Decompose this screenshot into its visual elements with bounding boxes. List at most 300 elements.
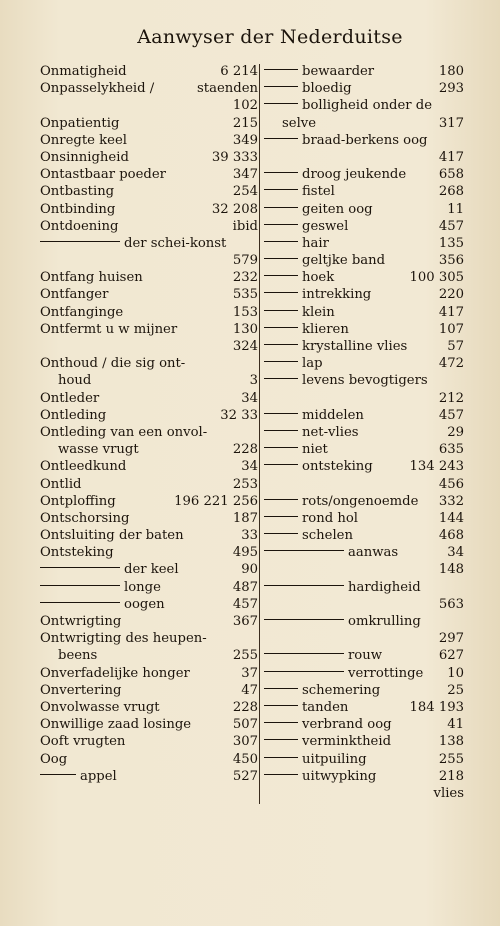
entry-pages: 347 bbox=[232, 167, 258, 183]
entry-term bbox=[40, 390, 99, 407]
entry-term bbox=[264, 682, 380, 699]
index-entry bbox=[264, 63, 464, 80]
entry-pages: 658 bbox=[438, 167, 464, 183]
entry-term bbox=[40, 751, 67, 768]
index-entry bbox=[264, 458, 464, 475]
column-divider bbox=[259, 64, 260, 804]
entry-term bbox=[40, 218, 118, 235]
entry-pages: 293 bbox=[438, 81, 464, 97]
entry-term-text: intrekking bbox=[302, 287, 372, 303]
entry-term bbox=[40, 424, 207, 441]
entry-pages: 37 bbox=[241, 665, 258, 681]
entry-pages: ibid bbox=[232, 218, 258, 234]
index-entry bbox=[264, 647, 464, 664]
index-entry bbox=[40, 97, 258, 114]
ditto-dash bbox=[264, 585, 344, 586]
entry-term bbox=[40, 63, 127, 80]
entry-term bbox=[264, 338, 407, 355]
entry-term bbox=[40, 733, 125, 750]
index-entry bbox=[40, 647, 258, 664]
entry-pages: 495 bbox=[232, 545, 258, 561]
entry-term bbox=[40, 304, 123, 321]
entry-term bbox=[40, 201, 115, 218]
index-entry bbox=[40, 561, 258, 578]
entry-term bbox=[264, 80, 352, 97]
entry-pages: 107 bbox=[438, 321, 464, 337]
entry-term-text: bolligheid onder de bbox=[302, 98, 433, 114]
entry-pages: 187 bbox=[232, 510, 258, 526]
entry-term bbox=[282, 115, 316, 132]
entry-term-text: verrottinge bbox=[348, 665, 424, 681]
index-entry bbox=[264, 390, 464, 407]
index-entry bbox=[264, 218, 464, 235]
ditto-dash bbox=[264, 774, 298, 775]
entry-term bbox=[264, 269, 334, 286]
ditto-dash bbox=[264, 688, 298, 689]
ditto-dash bbox=[264, 378, 298, 379]
entry-pages: 34 bbox=[447, 545, 464, 561]
ditto-dash bbox=[264, 103, 298, 104]
entry-term bbox=[40, 510, 129, 527]
entry-term-text: Ontschorsing bbox=[40, 510, 130, 526]
ditto-dash bbox=[264, 327, 298, 328]
entry-pages: 153 bbox=[232, 304, 258, 320]
entry-pages: 47 bbox=[241, 682, 258, 698]
entry-term-text: houd bbox=[58, 373, 92, 389]
ditto-dash bbox=[264, 533, 298, 534]
ditto-dash bbox=[264, 430, 298, 431]
index-entry bbox=[264, 372, 464, 389]
ditto-dash bbox=[264, 310, 298, 311]
entry-pages: 34 bbox=[241, 390, 258, 406]
index-entry bbox=[264, 97, 464, 114]
entry-term bbox=[40, 355, 185, 372]
index-entry bbox=[40, 407, 258, 424]
index-entry bbox=[40, 458, 258, 475]
ditto-dash bbox=[264, 705, 298, 706]
entry-term-text: Onverfadelijke honger bbox=[40, 665, 190, 681]
entry-term-text: wasse vrugt bbox=[58, 442, 139, 458]
index-entry bbox=[264, 493, 464, 510]
entry-term-text: Ontfang huisen bbox=[40, 270, 143, 286]
index-entry bbox=[264, 510, 464, 527]
index-entry bbox=[40, 665, 258, 682]
entry-pages: 268 bbox=[438, 184, 464, 200]
index-entry bbox=[264, 149, 464, 166]
entry-term-text: klieren bbox=[302, 321, 349, 337]
entry-term bbox=[264, 166, 406, 183]
entry-term bbox=[264, 510, 358, 527]
ditto-dash bbox=[264, 653, 344, 654]
entry-term bbox=[40, 493, 116, 510]
index-entry bbox=[264, 613, 464, 630]
entry-term bbox=[264, 252, 385, 269]
entry-term bbox=[40, 407, 106, 424]
index-entry bbox=[264, 768, 464, 785]
entry-term-text: Ontdoening bbox=[40, 218, 119, 234]
entry-pages: 232 bbox=[232, 270, 258, 286]
entry-term bbox=[264, 372, 428, 389]
index-entry bbox=[40, 768, 258, 785]
entry-pages: 297 bbox=[438, 631, 464, 647]
index-entry bbox=[264, 252, 464, 269]
entry-term bbox=[40, 682, 121, 699]
index-entry bbox=[40, 476, 258, 493]
index-entry bbox=[264, 630, 464, 647]
entry-term-text: hoek bbox=[302, 270, 335, 286]
entry-term bbox=[40, 544, 114, 561]
index-entry bbox=[40, 269, 258, 286]
entry-term-text: lap bbox=[302, 356, 323, 372]
ditto-dash bbox=[264, 258, 298, 259]
entry-term bbox=[264, 458, 373, 475]
entry-term-text: Oog bbox=[40, 751, 68, 767]
entry-term-text: Onsinnigheid bbox=[40, 149, 129, 165]
entry-pages: 349 bbox=[232, 132, 258, 148]
entry-pages: 254 bbox=[232, 184, 258, 200]
entry-pages: 218 bbox=[438, 768, 464, 784]
ditto-dash bbox=[264, 224, 298, 225]
entry-pages: 228 bbox=[232, 442, 258, 458]
entry-pages: 100 305 bbox=[409, 270, 464, 286]
index-entry bbox=[40, 304, 258, 321]
entry-term bbox=[264, 407, 364, 424]
entry-pages: 102 bbox=[232, 98, 258, 114]
entry-term-text: Ontsluiting der baten bbox=[40, 528, 184, 544]
entry-pages: 39 333 bbox=[211, 149, 258, 165]
entry-term-text: uitwypking bbox=[302, 768, 377, 784]
index-entry bbox=[40, 751, 258, 768]
entry-term bbox=[264, 424, 359, 441]
index-entry bbox=[264, 424, 464, 441]
entry-term bbox=[40, 527, 184, 544]
entry-term-text: tanden bbox=[302, 699, 349, 715]
index-entry bbox=[40, 733, 258, 750]
ditto-dash bbox=[264, 671, 344, 672]
entry-term bbox=[40, 269, 143, 286]
entry-term bbox=[264, 751, 367, 768]
entry-term-text: Ooft vrugten bbox=[40, 734, 126, 750]
entry-term-text: uitpuiling bbox=[302, 751, 367, 767]
entry-term bbox=[264, 321, 349, 338]
index-entry bbox=[40, 115, 258, 132]
index-entry bbox=[264, 544, 464, 561]
entry-term bbox=[40, 80, 154, 97]
index-entry bbox=[264, 596, 464, 613]
entry-pages: 180 bbox=[438, 64, 464, 79]
index-entry bbox=[40, 321, 258, 338]
entry-pages: 255 bbox=[438, 751, 464, 767]
index-entry bbox=[264, 355, 464, 372]
index-entry bbox=[40, 699, 258, 716]
index-entry bbox=[40, 544, 258, 561]
entry-term-text: niet bbox=[302, 442, 328, 458]
entry-term-text: Ontlid bbox=[40, 476, 82, 492]
index-entry bbox=[264, 441, 464, 458]
entry-term-text: klein bbox=[302, 304, 335, 320]
entry-pages: 468 bbox=[438, 528, 464, 544]
entry-term-text: Onwillige zaad losinge bbox=[40, 717, 192, 733]
index-entry bbox=[40, 716, 258, 733]
page-header: Aanwyser der Nederduitse bbox=[137, 26, 403, 48]
entry-term-text: Ontbasting bbox=[40, 184, 115, 200]
entry-term-text: oogen bbox=[124, 596, 165, 612]
entry-pages: 324 bbox=[232, 339, 258, 354]
entry-term-text: Onvolwasse vrugt bbox=[40, 699, 160, 715]
entry-pages: 57 bbox=[447, 339, 464, 354]
entry-term bbox=[40, 665, 190, 682]
entry-pages: 450 bbox=[232, 751, 258, 767]
entry-term-text: droog jeukende bbox=[302, 167, 407, 183]
entry-term-text: Ontwrigting des heupen- bbox=[40, 631, 207, 647]
ditto-dash bbox=[264, 447, 298, 448]
index-entry bbox=[40, 441, 258, 458]
entry-pages: 367 bbox=[232, 614, 258, 629]
entry-term-text: Ontastbaar poeder bbox=[40, 167, 166, 183]
index-entry bbox=[40, 80, 258, 97]
entry-term-text: Ontleding van een onvol- bbox=[40, 424, 208, 440]
entry-term-text: rond hol bbox=[302, 510, 359, 526]
index-entry bbox=[264, 304, 464, 321]
entry-term-text: ontsteking bbox=[302, 459, 373, 475]
entry-pages: 228 bbox=[232, 699, 258, 715]
index-entry bbox=[40, 338, 258, 355]
entry-term-text: levens bevogtigers bbox=[302, 373, 428, 389]
index-entry bbox=[264, 321, 464, 338]
entry-pages: 579 bbox=[232, 253, 258, 269]
entry-pages: 144 bbox=[438, 510, 464, 526]
entry-term-text: geltjke band bbox=[302, 253, 386, 269]
entry-pages: 90 bbox=[241, 562, 258, 578]
entry-pages: 507 bbox=[232, 717, 258, 733]
index-entry bbox=[40, 682, 258, 699]
entry-pages: 563 bbox=[438, 596, 464, 612]
entry-term-text: der keel bbox=[124, 562, 179, 578]
entry-term-text: Onmatigheid bbox=[40, 64, 127, 79]
entry-pages: vlies bbox=[433, 785, 464, 801]
entry-term bbox=[264, 235, 329, 252]
entry-term bbox=[40, 630, 207, 647]
ditto-dash bbox=[264, 86, 298, 87]
entry-term bbox=[264, 527, 353, 544]
entry-term-text: Onvertering bbox=[40, 682, 122, 698]
entry-term-text: verbrand oog bbox=[302, 717, 392, 733]
entry-term bbox=[264, 63, 374, 80]
index-entry bbox=[264, 751, 464, 768]
entry-pages: 317 bbox=[438, 115, 464, 131]
index-entry bbox=[264, 682, 464, 699]
ditto-dash bbox=[40, 774, 76, 775]
entry-pages: 527 bbox=[232, 768, 258, 784]
entry-term bbox=[264, 304, 335, 321]
entry-pages: 134 243 bbox=[409, 459, 464, 475]
entry-term bbox=[264, 286, 371, 303]
entry-pages: 148 bbox=[438, 562, 464, 578]
entry-term-text: aanwas bbox=[348, 545, 399, 561]
entry-term bbox=[40, 183, 114, 200]
ditto-dash bbox=[264, 241, 298, 242]
ditto-dash bbox=[264, 516, 298, 517]
entry-term-text: Ontwrigting bbox=[40, 614, 122, 629]
index-entry bbox=[40, 493, 258, 510]
ditto-dash bbox=[264, 275, 298, 276]
entry-term-text: hardigheid bbox=[348, 579, 421, 595]
ditto-dash bbox=[264, 550, 344, 551]
index-entry bbox=[40, 218, 258, 235]
index-entry bbox=[264, 132, 464, 149]
index-entry bbox=[40, 201, 258, 218]
entry-pages: 32 208 bbox=[211, 201, 258, 217]
entry-pages: 3 bbox=[249, 373, 258, 389]
index-entry bbox=[264, 665, 464, 682]
index-entry bbox=[264, 269, 464, 286]
ditto-dash bbox=[264, 464, 298, 465]
entry-pages: 456 bbox=[438, 476, 464, 492]
entry-term bbox=[264, 716, 392, 733]
entry-term-text: appel bbox=[80, 768, 117, 784]
index-entry bbox=[264, 183, 464, 200]
entry-term bbox=[264, 132, 428, 149]
index-entry bbox=[264, 733, 464, 750]
entry-pages: 184 193 bbox=[409, 699, 464, 715]
entry-term bbox=[264, 579, 421, 596]
index-entry bbox=[40, 132, 258, 149]
entry-pages: 635 bbox=[438, 442, 464, 458]
entry-term bbox=[40, 115, 119, 132]
index-entry bbox=[264, 579, 464, 596]
entry-pages: 457 bbox=[232, 596, 258, 612]
entry-term-text: geiten oog bbox=[302, 201, 373, 217]
entry-term-text: Onpatientig bbox=[40, 115, 120, 131]
index-entry bbox=[40, 149, 258, 166]
entry-term-text: net-vlies bbox=[302, 424, 359, 440]
ditto-dash bbox=[40, 602, 120, 603]
entry-term-text: schelen bbox=[302, 528, 353, 544]
entry-term bbox=[40, 768, 117, 785]
entry-term-text: Ontleding bbox=[40, 407, 107, 423]
ditto-dash bbox=[264, 413, 298, 414]
entry-term-text: geswel bbox=[302, 218, 349, 234]
entry-term-text: Ontfanginge bbox=[40, 304, 124, 320]
ditto-dash bbox=[264, 722, 298, 723]
entry-pages: 29 bbox=[447, 424, 464, 440]
index-entry bbox=[40, 372, 258, 389]
entry-term-text: selve bbox=[282, 115, 317, 131]
entry-term-text: hair bbox=[302, 235, 329, 251]
index-entry bbox=[40, 424, 258, 441]
entry-pages: 6 214 bbox=[220, 64, 258, 79]
index-entry bbox=[264, 785, 464, 802]
entry-term bbox=[264, 733, 391, 750]
index-entry bbox=[40, 183, 258, 200]
entry-term-text: Ontfanger bbox=[40, 287, 109, 303]
entry-term bbox=[40, 476, 81, 493]
entry-term bbox=[40, 132, 127, 149]
entry-term bbox=[40, 596, 165, 613]
index-entry bbox=[264, 476, 464, 493]
index-entry bbox=[40, 527, 258, 544]
index-entry bbox=[264, 201, 464, 218]
entry-pages: 138 bbox=[438, 734, 464, 750]
entry-pages: 41 bbox=[447, 717, 464, 733]
entry-term bbox=[264, 699, 348, 716]
entry-term-text: rouw bbox=[348, 648, 383, 664]
index-entry bbox=[40, 63, 258, 80]
index-entry bbox=[264, 699, 464, 716]
entry-term bbox=[264, 544, 398, 561]
entry-term bbox=[40, 716, 191, 733]
ditto-dash bbox=[40, 585, 120, 586]
index-entry bbox=[40, 235, 258, 252]
entry-pages: 307 bbox=[232, 734, 258, 750]
entry-term-text: rots/ongenoemde bbox=[302, 493, 419, 509]
entry-term-text: Ontbinding bbox=[40, 201, 116, 217]
index-entry bbox=[40, 390, 258, 407]
entry-pages: 34 bbox=[241, 459, 258, 475]
ditto-dash bbox=[264, 499, 298, 500]
entry-pages: 627 bbox=[438, 648, 464, 664]
entry-term bbox=[264, 183, 335, 200]
entry-pages: 457 bbox=[438, 218, 464, 234]
entry-term bbox=[264, 441, 328, 458]
entry-term-text: der schei-konst bbox=[124, 235, 227, 251]
ditto-dash bbox=[264, 292, 298, 293]
entry-term bbox=[58, 441, 139, 458]
entry-term-text: Onpasselykheid / bbox=[40, 81, 155, 97]
index-entry bbox=[40, 252, 258, 269]
entry-term-text: Onthoud / die sig ont- bbox=[40, 356, 186, 372]
ditto-dash bbox=[264, 69, 298, 70]
left-column bbox=[40, 63, 258, 785]
entry-term bbox=[58, 647, 97, 664]
entry-pages: 457 bbox=[438, 407, 464, 423]
entry-pages: 417 bbox=[438, 304, 464, 320]
entry-term bbox=[264, 201, 373, 218]
entry-term-text: verminktheid bbox=[302, 734, 392, 750]
ditto-dash bbox=[264, 138, 298, 139]
ditto-dash bbox=[264, 189, 298, 190]
entry-term bbox=[40, 235, 226, 252]
entry-pages: 472 bbox=[438, 356, 464, 372]
index-entry bbox=[264, 286, 464, 303]
index-entry bbox=[40, 286, 258, 303]
entry-pages: 215 bbox=[232, 115, 258, 131]
entry-pages: 220 bbox=[438, 287, 464, 303]
entry-pages: staenden bbox=[197, 81, 258, 97]
ditto-dash bbox=[264, 619, 344, 620]
entry-term-text: krystalline vlies bbox=[302, 339, 408, 354]
entry-term bbox=[264, 493, 418, 510]
entry-term-text: schemering bbox=[302, 682, 381, 698]
entry-term-text: Ontploffing bbox=[40, 493, 116, 509]
index-entry bbox=[264, 166, 464, 183]
entry-pages: 212 bbox=[438, 390, 464, 406]
ditto-dash bbox=[264, 172, 298, 173]
index-entry bbox=[40, 510, 258, 527]
entry-term bbox=[40, 149, 129, 166]
entry-term-text: fistel bbox=[302, 184, 335, 200]
index-entry bbox=[40, 630, 258, 647]
entry-term-text: Ontfermt u w mijner bbox=[40, 321, 178, 337]
index-entry bbox=[264, 115, 464, 132]
entry-pages: 135 bbox=[438, 235, 464, 251]
entry-term-text: bloedig bbox=[302, 81, 352, 97]
index-entry bbox=[264, 716, 464, 733]
entry-pages: 255 bbox=[232, 648, 258, 664]
entry-pages: 25 bbox=[447, 682, 464, 698]
entry-term bbox=[40, 699, 160, 716]
entry-term bbox=[40, 579, 161, 596]
